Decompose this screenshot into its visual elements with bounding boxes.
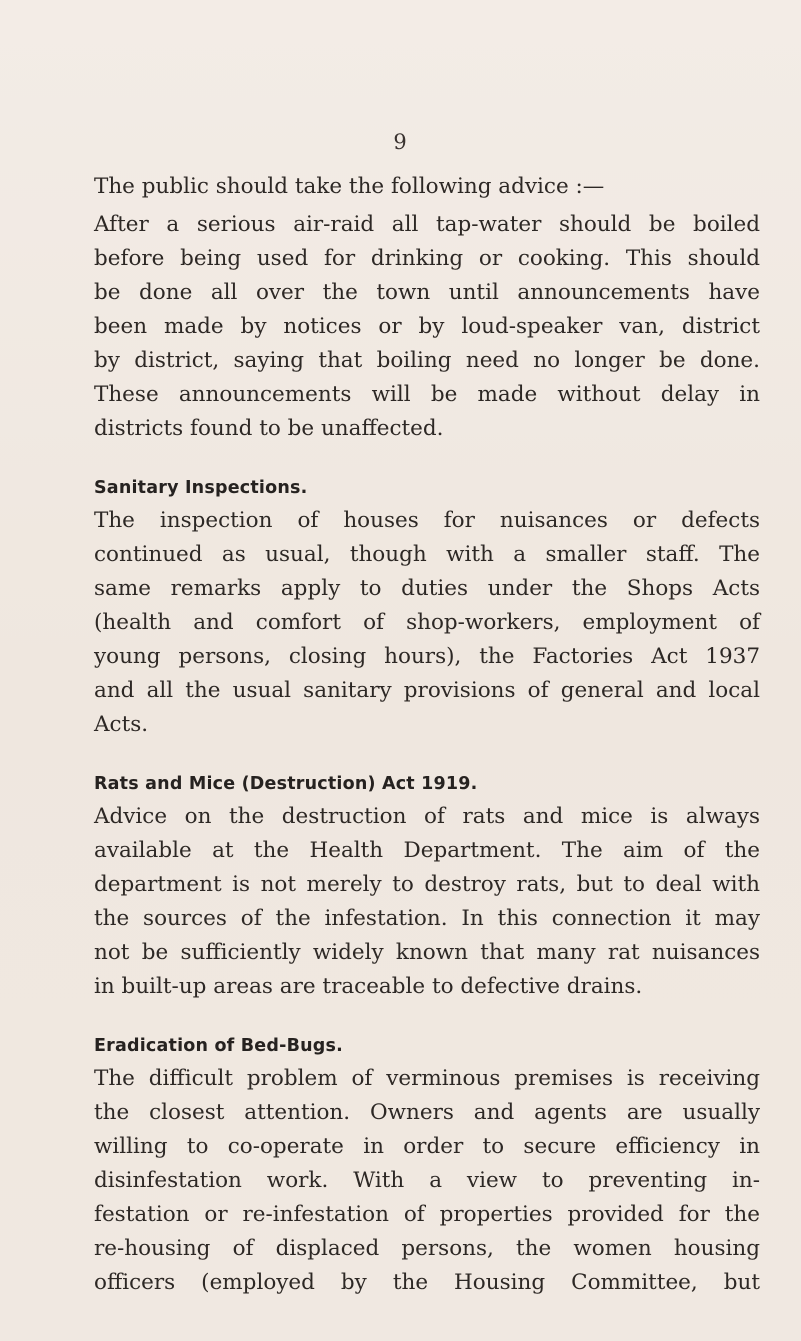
paragraph-line: re-housing of displaced persons, the women housing (94, 1236, 760, 1261)
sanitary-inspections-paragraph (94, 504, 760, 742)
rats-and-mice-paragraph (94, 800, 760, 1004)
paragraph-line: continued as usual, though with a smaller staff. The (94, 542, 760, 567)
paragraph-line: in built-up areas are traceable to defective drains. (94, 974, 643, 999)
paragraph-line: the sources of the infestation. In this connection it may (94, 906, 760, 931)
boiling-water-paragraph (94, 208, 760, 446)
paragraph-line: After a serious air-raid all tap-water should be boiled (94, 212, 760, 237)
paragraph-line: willing to co-operate in order to secure efficiency in (94, 1134, 760, 1159)
paragraph-line: and all the usual sanitary provisions of general and local (94, 678, 760, 703)
page-content (94, 170, 760, 1300)
paragraph-line: be done all over the town until announcements have (94, 280, 760, 305)
paragraph-line: (health and comfort of shop-workers, employment of (94, 610, 760, 635)
paragraph-line: The inspection of houses for nuisances or defects (94, 508, 760, 533)
intro-line: The public should take the following advice :— (94, 174, 605, 199)
paragraph-line: the closest attention. Owners and agents are usually (94, 1100, 760, 1125)
paragraph-line: same remarks apply to duties under the Shops Acts (94, 576, 760, 601)
paragraph-line: by district, saying that boiling need no longer be done. (94, 348, 760, 373)
paragraph-line: department is not merely to destroy rats, but to deal with (94, 872, 760, 897)
paragraph-line: The difficult problem of verminous premises is receiving (94, 1066, 760, 1091)
section-heading-rats-and-mice: Rats and Mice (Destruction) Act 1919. (94, 774, 478, 794)
paragraph-line: available at the Health Department. The aim of the (94, 838, 760, 863)
page-number: 9 (393, 130, 407, 154)
paragraph-line: officers (employed by the Housing Committee, but (94, 1270, 760, 1295)
paragraph-line: disinfestation work. With a view to preventing in- (94, 1168, 760, 1193)
paragraph-line: been made by notices or by loud-speaker van, district (94, 314, 760, 339)
paragraph-line: not be sufficiently widely known that many rat nuisances (94, 940, 760, 965)
paragraph-line: young persons, closing hours), the Factories Act 1937 (94, 644, 760, 669)
paragraph-line: Advice on the destruction of rats and mice is always (94, 804, 760, 829)
paragraph-line: festation or re-infestation of properties provided for the (94, 1202, 760, 1227)
bed-bugs-paragraph (94, 1062, 760, 1300)
paragraph-line: before being used for drinking or cooking. This should (94, 246, 760, 271)
paragraph-line: Acts. (94, 712, 149, 737)
section-heading-sanitary-inspections: Sanitary Inspections. (94, 478, 308, 498)
intro-paragraph (94, 170, 760, 204)
section-heading-bed-bugs: Eradication of Bed-Bugs. (94, 1036, 343, 1056)
paragraph-line: These announcements will be made without delay in (94, 382, 760, 407)
paragraph-line: districts found to be unaffected. (94, 416, 444, 441)
